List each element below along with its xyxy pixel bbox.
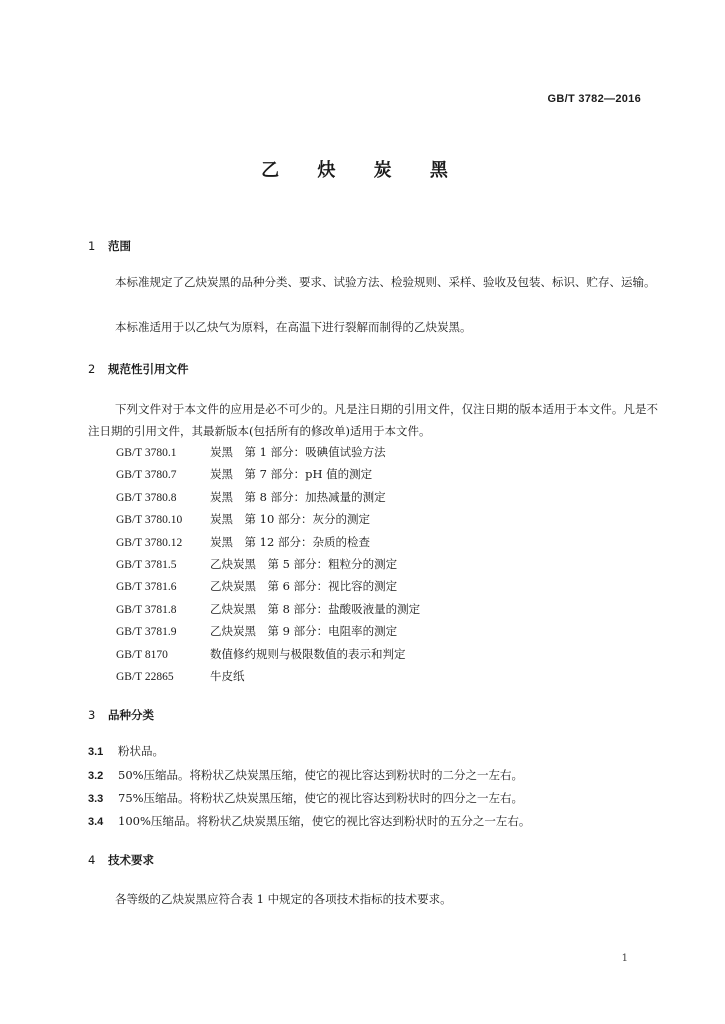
reference-code: GB/T 3780.1: [116, 447, 177, 459]
reference-item: [116, 575, 420, 597]
section-number: 2: [88, 362, 96, 376]
clause-number: 3.2: [88, 770, 104, 782]
reference-code: GB/T 3780.8: [116, 491, 177, 504]
variety-item: [88, 767, 523, 783]
clause-text: 粉状品。: [118, 744, 164, 758]
clause-number: 3.3: [88, 793, 104, 805]
clause-number: 3.4: [88, 816, 104, 828]
reference-code: GB/T 3780.12: [116, 536, 183, 549]
page-number: 1: [621, 953, 628, 964]
reference-item: [116, 508, 420, 530]
section-heading-varieties: [88, 707, 154, 723]
reference-title: 乙炔炭黑 第 9 部分：电阻率的测定: [210, 624, 398, 639]
reference-title: 牛皮纸: [210, 668, 245, 683]
reference-item: [116, 486, 420, 508]
section-number: 3: [88, 708, 96, 722]
reference-item: [116, 598, 420, 620]
clause-number: 3.1: [88, 746, 104, 758]
clause-text: 50%压缩品。将粉状乙炔炭黑压缩，使它的视比容达到粉状时的二分之一左右。: [118, 768, 524, 782]
section-title: 品种分类: [108, 708, 154, 722]
section-number: 4: [88, 853, 96, 867]
reference-title: 炭黑 第 10 部分：灰分的测定: [210, 512, 370, 527]
reference-title: 数值修约规则与极限数值的表示和判定: [210, 646, 406, 661]
reference-title: 乙炔炭黑 第 5 部分：粗粒分的测定: [210, 556, 398, 571]
reference-code: GB/T 3781.5: [116, 558, 177, 571]
reference-code: GB/T 3781.6: [116, 581, 177, 594]
reference-code: GB/T 3781.9: [116, 626, 177, 639]
section-number: 1: [88, 239, 96, 253]
normative-intro: 下列文件对于本文件的应用是必不可少的。凡是注日期的引用文件，仅注日期的版本适用于本文件。凡是不注日期的引用文件，其最新版本(包括所有的修改单)适用于本文件。: [88, 402, 658, 438]
reference-item: [116, 620, 420, 642]
scope-paragraph-1: 本标准规定了乙炔炭黑的品种分类、要求、试验方法、检验规则、采样、验收及包装、标识、贮存、运输。: [115, 275, 656, 289]
scope-paragraph-2: 本标准适用于以乙炔气为原料，在高温下进行裂解而制得的乙炔炭黑。: [115, 320, 472, 334]
reference-title: 炭黑 第 12 部分：杂质的检查: [210, 534, 370, 549]
reference-title: 炭黑 第 7 部分：pH 值的测定: [210, 467, 373, 482]
section-title: 范围: [108, 239, 131, 253]
reference-code: GB/T 22865: [116, 670, 174, 683]
section-title: 规范性引用文件: [108, 362, 189, 376]
reference-item: [116, 553, 420, 575]
reference-item: [116, 665, 420, 687]
reference-item: [116, 531, 420, 553]
reference-code: GB/T 3780.7: [116, 469, 177, 482]
section-title: 技术要求: [108, 853, 154, 867]
reference-item: [116, 463, 420, 485]
variety-item: [88, 790, 523, 806]
section-heading-scope: [88, 238, 131, 254]
variety-item: [88, 813, 530, 829]
standard-number: GB/T 3782—2016: [547, 93, 641, 105]
reference-code: GB/T 3780.10: [116, 514, 183, 527]
reference-title: 乙炔炭黑 第 8 部分：盐酸吸液量的测定: [210, 601, 421, 616]
reference-title: 乙炔炭黑 第 6 部分：视比容的测定: [210, 579, 398, 594]
reference-item: [116, 441, 420, 463]
variety-item: [88, 743, 164, 759]
reference-item: [116, 643, 420, 665]
technical-paragraph: 各等级的乙炔炭黑应符合表 1 中规定的各项技术指标的技术要求。: [115, 892, 452, 906]
reference-list: [116, 441, 420, 687]
reference-title: 炭黑 第 8 部分：加热减量的测定: [210, 489, 386, 504]
document-title: 乙 炔 炭 黑: [261, 160, 464, 181]
section-heading-normative: [88, 361, 189, 377]
reference-title: 炭黑 第 1 部分：吸碘值试验方法: [210, 445, 386, 459]
section-heading-technical: [88, 852, 154, 868]
reference-code: GB/T 8170: [116, 648, 168, 661]
clause-text: 100%压缩品。将粉状乙炔炭黑压缩，使它的视比容达到粉状时的五分之一左右。: [118, 814, 531, 828]
clause-text: 75%压缩品。将粉状乙炔炭黑压缩，使它的视比容达到粉状时的四分之一左右。: [118, 791, 524, 805]
reference-code: GB/T 3781.8: [116, 603, 177, 616]
